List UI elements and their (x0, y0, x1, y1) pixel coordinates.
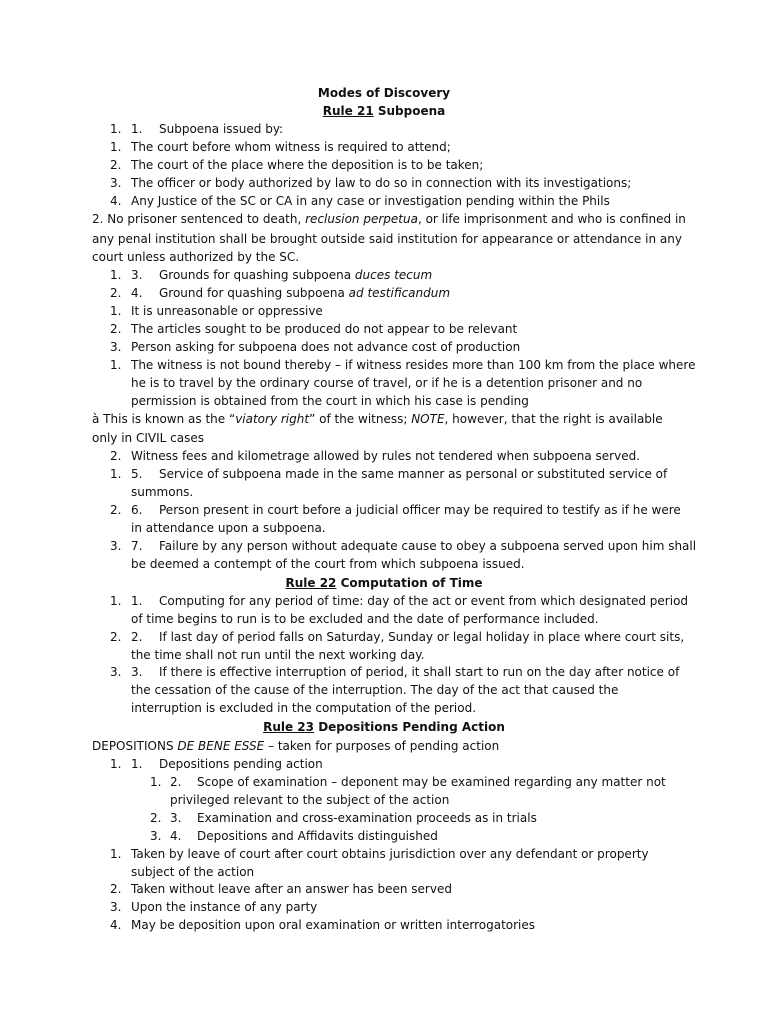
list-item-text: The witness is not bound thereby – if witness resides more than 100 km from the place where (131, 358, 696, 372)
list-item-text: It is unreasonable or oppressive (131, 304, 323, 318)
list-item: 2. (110, 630, 122, 644)
list-item: 1. (110, 304, 122, 318)
list-item-text: be deemed a contempt of the court from which subpoena issued. (131, 557, 525, 571)
list-item-sub-number: 2. (170, 775, 182, 789)
list-item: 1. (110, 358, 122, 372)
list-item-text: he is to travel by the ordinary course of travel, or if he is a detention prisoner and no (131, 376, 643, 390)
list-item: 2. (110, 449, 122, 463)
list-item: 1. (110, 122, 122, 136)
list-item-text: of time begins to run is to be excluded and the date of performance included. (131, 612, 599, 626)
list-item-text: Examination and cross-examination proceeds as in trials (197, 811, 537, 825)
list-item: 2. (110, 503, 122, 517)
paragraph-line: any penal institution shall be brought outside said institution for appearance or attendance in any (92, 232, 682, 246)
list-item-sub-number: 7. (131, 539, 143, 553)
paragraph-line: court unless authorized by the SC. (92, 250, 300, 264)
rule-23-heading (0, 718, 768, 736)
list-item: 3. (150, 829, 162, 843)
rule-22-title: Computation of Time (340, 576, 483, 590)
list-item: 3. (110, 539, 122, 553)
list-item-text: the cessation of the cause of the interruption. The day of the act that caused the (131, 683, 619, 697)
list-item-text: Ground for quashing subpoena ad testificandum (159, 286, 451, 300)
paragraph-line: only in CIVIL cases (92, 431, 204, 445)
list-item-text: Person asking for subpoena does not advance cost of production (131, 340, 521, 354)
list-item: 2. (110, 158, 122, 172)
list-item-sub-number: 3. (170, 811, 182, 825)
rule-21-label: Rule 21 (322, 104, 374, 118)
list-item: 1. (110, 268, 122, 282)
list-item-sub-number: 5. (131, 467, 143, 481)
list-item-text: Witness fees and kilometrage allowed by rules not tendered when subpoena served. (131, 449, 641, 463)
list-item-text: Computing for any period of time: day of the act or event from which designated period (159, 594, 689, 608)
list-item-text: summons. (131, 485, 194, 499)
list-item-text: The court of the place where the deposition is to be taken; (131, 158, 484, 172)
list-item-text: Any Justice of the SC or CA in any case or investigation pending within the Phils (131, 194, 610, 208)
rule-21-title: Subpoena (377, 104, 446, 118)
list-item-text: If last day of period falls on Saturday, Sunday or legal holiday in place where court sits, (159, 630, 685, 644)
list-item-sub-number: 2. (131, 630, 143, 644)
rule-22-label: Rule 22 (285, 576, 337, 590)
list-item-text: Depositions and Affidavits distinguished (197, 829, 438, 843)
list-item-text: Service of subpoena made in the same manner as personal or substituted service of (159, 467, 668, 481)
list-item-text: Upon the instance of any party (131, 900, 318, 914)
list-item-text: Scope of examination – deponent may be examined regarding any matter not (197, 775, 666, 789)
paragraph-line: 2. No prisoner sentenced to death, reclusion perpetua, or life imprisonment and who is confined in (92, 212, 686, 226)
paragraph-line: à This is known as the “viatory right” of the witness; NOTE, however, that the right is available (92, 412, 663, 426)
list-item-sub-number: 1. (131, 122, 143, 136)
list-item: 1. (110, 467, 122, 481)
list-item: 3. (110, 340, 122, 354)
list-item: 2. (150, 811, 162, 825)
list-item-sub-number: 6. (131, 503, 143, 517)
list-item-sub-number: 3. (131, 268, 143, 282)
paragraph-line: DEPOSITIONS DE BENE ESSE – taken for purposes of pending action (92, 739, 500, 753)
list-item: 4. (110, 194, 122, 208)
list-item: 1. (150, 775, 162, 789)
list-item-text: Subpoena issued by: (159, 122, 284, 136)
list-item-text: Depositions pending action (159, 757, 323, 771)
list-item-sub-number: 4. (131, 286, 143, 300)
rule-23-label: Rule 23 (263, 720, 315, 734)
list-item-text: privileged relevant to the subject of the action (170, 793, 450, 807)
list-item-text: May be deposition upon oral examination or written interrogatories (131, 918, 536, 932)
list-item-text: Failure by any person without adequate cause to obey a subpoena served upon him shall (159, 539, 697, 553)
list-item-text: Grounds for quashing subpoena duces tecum (159, 268, 433, 282)
list-item: 1. (110, 757, 122, 771)
list-item-text: permission is obtained from the court in which his case is pending (131, 394, 529, 408)
list-item: 2. (110, 882, 122, 896)
list-item-sub-number: 1. (131, 757, 143, 771)
list-item-text: the time shall not run until the next working day. (131, 648, 425, 662)
list-item-text: Taken without leave after an answer has been served (131, 882, 452, 896)
rule-22-heading (0, 574, 768, 592)
list-item: 3. (110, 665, 122, 679)
list-item: 1. (110, 140, 122, 154)
list-item-text: interruption is excluded in the computation of the period. (131, 701, 477, 715)
list-item-text: The articles sought to be produced do not appear to be relevant (131, 322, 518, 336)
list-item: 3. (110, 176, 122, 190)
list-item-text: If there is effective interruption of period, it shall start to run on the day after notice of (159, 665, 680, 679)
list-item: 4. (110, 918, 122, 932)
list-item-text: subject of the action (131, 865, 255, 879)
document-title: Modes of Discovery (317, 86, 451, 100)
rule-23-title: Depositions Pending Action (318, 720, 505, 734)
list-item: 2. (110, 322, 122, 336)
list-item-sub-number: 3. (131, 665, 143, 679)
list-item: 1. (110, 594, 122, 608)
list-item-text: Taken by leave of court after court obtains jurisdiction over any defendant or property (131, 847, 649, 861)
list-item: 2. (110, 286, 122, 300)
list-item: 3. (110, 900, 122, 914)
list-item: 1. (110, 847, 122, 861)
list-item-text: The court before whom witness is required to attend; (131, 140, 451, 154)
list-item-text: in attendance upon a subpoena. (131, 521, 326, 535)
list-item-text: Person present in court before a judicial officer may be required to testify as if he were (159, 503, 681, 517)
list-item-text: The officer or body authorized by law to do so in connection with its investigations; (131, 176, 632, 190)
rule-21-heading (0, 102, 768, 120)
list-item-sub-number: 4. (170, 829, 182, 843)
list-item-sub-number: 1. (131, 594, 143, 608)
